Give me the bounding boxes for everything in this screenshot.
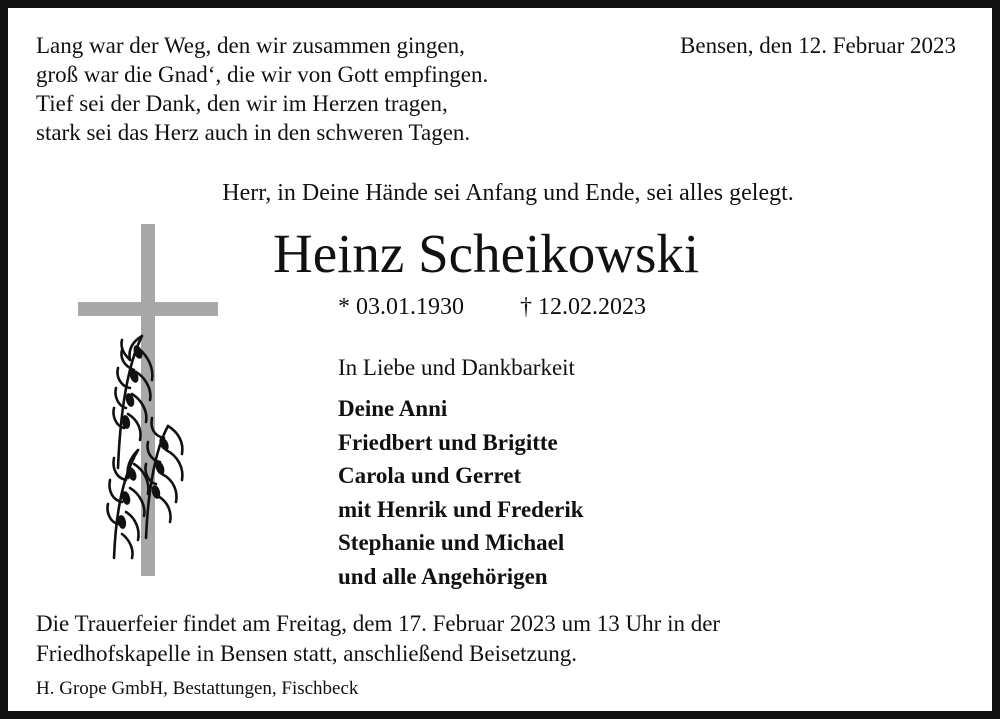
cross-horizontal-beam <box>78 302 218 316</box>
mourner-line: und alle Angehörigen <box>338 563 548 589</box>
deceased-name: Heinz Scheikowski <box>273 223 700 284</box>
service-line: Die Trauerfeier findet am Freitag, dem 17. Februar 2023 um 13 Uhr in der <box>36 611 721 636</box>
poem-line: Tief sei der Dank, den wir im Herzen tragen, <box>36 91 448 116</box>
service-line: Friedhofskapelle in Bensen statt, anschließend Beisetzung. <box>36 641 578 666</box>
poem-line: Lang war der Weg, den wir zusammen gingen, <box>36 33 465 58</box>
poem <box>36 31 488 147</box>
cross-with-wheat-icon <box>68 218 228 588</box>
undertaker: H. Grope GmbH, Bestattungen, Fischbeck <box>36 678 359 699</box>
mourner-line: mit Henrik und Frederik <box>338 496 584 522</box>
place-date: Bensen, den 12. Februar 2023 <box>680 33 956 58</box>
dedication: In Liebe und Dankbarkeit <box>338 355 575 380</box>
motto: Herr, in Deine Hände sei Anfang und Ende, sei alles gelegt. <box>222 180 794 206</box>
mourners-list <box>338 392 584 593</box>
mourner-line: Friedbert und Brigitte <box>338 429 558 455</box>
mourner-line: Carola und Gerret <box>338 463 522 488</box>
birth-date: * 03.01.1930 <box>338 294 464 320</box>
poem-line: stark sei das Herz auch in den schweren Tagen. <box>36 120 471 145</box>
mourner-line: Deine Anni <box>338 396 448 421</box>
death-date: † 12.02.2023 <box>520 294 646 320</box>
mourner-line: Stephanie und Michael <box>338 530 565 555</box>
poem-line: groß war die Gnad‘, die wir von Gott empfingen. <box>36 62 489 87</box>
funeral-service-info <box>36 609 720 669</box>
